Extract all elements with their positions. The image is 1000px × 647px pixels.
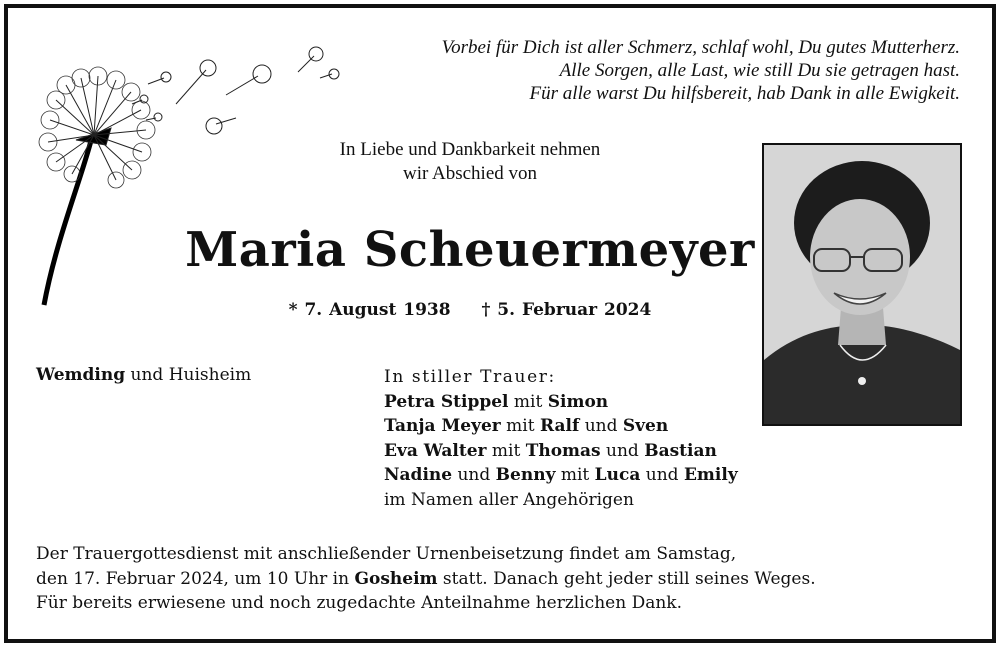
- mourner-name: Simon: [547, 391, 609, 412]
- connector: mit: [486, 440, 526, 461]
- mourner-name: Nadine: [384, 465, 453, 485]
- poem-line: Alle Sorgen, alle Last, wie still Du sie getragen hast.: [559, 60, 960, 81]
- service-text: statt. Danach geht jeder still seines Weges.: [437, 568, 816, 589]
- mourner-name: Petra Stippel: [384, 391, 509, 412]
- mourner-name: Sven: [622, 416, 669, 436]
- connector: und: [640, 465, 684, 485]
- place-rest: und Huisheim: [125, 365, 252, 385]
- death-date: † 5. Februar 2024: [481, 300, 652, 320]
- connector: und: [452, 465, 496, 485]
- mourner-line: [384, 463, 738, 488]
- mourner-line: [384, 439, 738, 464]
- mourner-name: Luca: [594, 465, 641, 485]
- intro-line: In Liebe und Dankbarkeit nehmen: [339, 139, 601, 160]
- birth-date: * 7. August 1938: [288, 300, 451, 320]
- service-info: [36, 542, 816, 616]
- connector: mit: [508, 391, 548, 412]
- poem-line: Vorbei für Dich ist aller Schmerz, schlaf wohl, Du gutes Mutterherz.: [441, 37, 960, 58]
- connector: mit: [555, 465, 595, 485]
- life-dates: [250, 300, 690, 320]
- mourner-name: Thomas: [525, 440, 601, 461]
- connector: mit: [500, 416, 540, 436]
- deceased-name: Maria Scheuermeyer: [185, 222, 755, 278]
- mourners-block: [384, 365, 738, 512]
- mourner-name: Eva Walter: [384, 440, 487, 461]
- mourner-line: [384, 414, 738, 439]
- mourners-closing: im Namen aller Angehörigen: [384, 489, 634, 510]
- mourner-name: Ralf: [539, 416, 580, 436]
- place-main: Wemding: [36, 365, 126, 385]
- mourner-name: Benny: [495, 465, 556, 485]
- portrait-photo: [762, 143, 962, 426]
- service-line: Der Trauergottesdienst mit anschließender Urnenbeisetzung findet am Samstag,: [36, 544, 737, 564]
- service-text: den 17. Februar 2024, um 10 Uhr in: [36, 568, 355, 589]
- mourner-name: Emily: [683, 465, 738, 485]
- service-line: [36, 567, 816, 592]
- mourner-name: Bastian: [644, 440, 717, 461]
- place-line: [36, 365, 251, 385]
- mourner-name: Tanja Meyer: [384, 416, 501, 436]
- connector: und: [600, 440, 645, 461]
- poem: [330, 36, 960, 105]
- service-location: Gosheim: [354, 568, 438, 589]
- connector: und: [579, 416, 623, 436]
- mourner-line: [384, 390, 738, 415]
- poem-line: Für alle warst Du hilfsbereit, hab Dank in alle Ewigkeit.: [529, 83, 960, 104]
- thanks-line: Für bereits erwiesene und noch zugedachte Anteilnahme herzlichen Dank.: [36, 593, 682, 613]
- intro-text: [250, 138, 690, 186]
- mourners-heading: In stiller Trauer:: [384, 367, 556, 387]
- intro-line: wir Abschied von: [402, 163, 538, 184]
